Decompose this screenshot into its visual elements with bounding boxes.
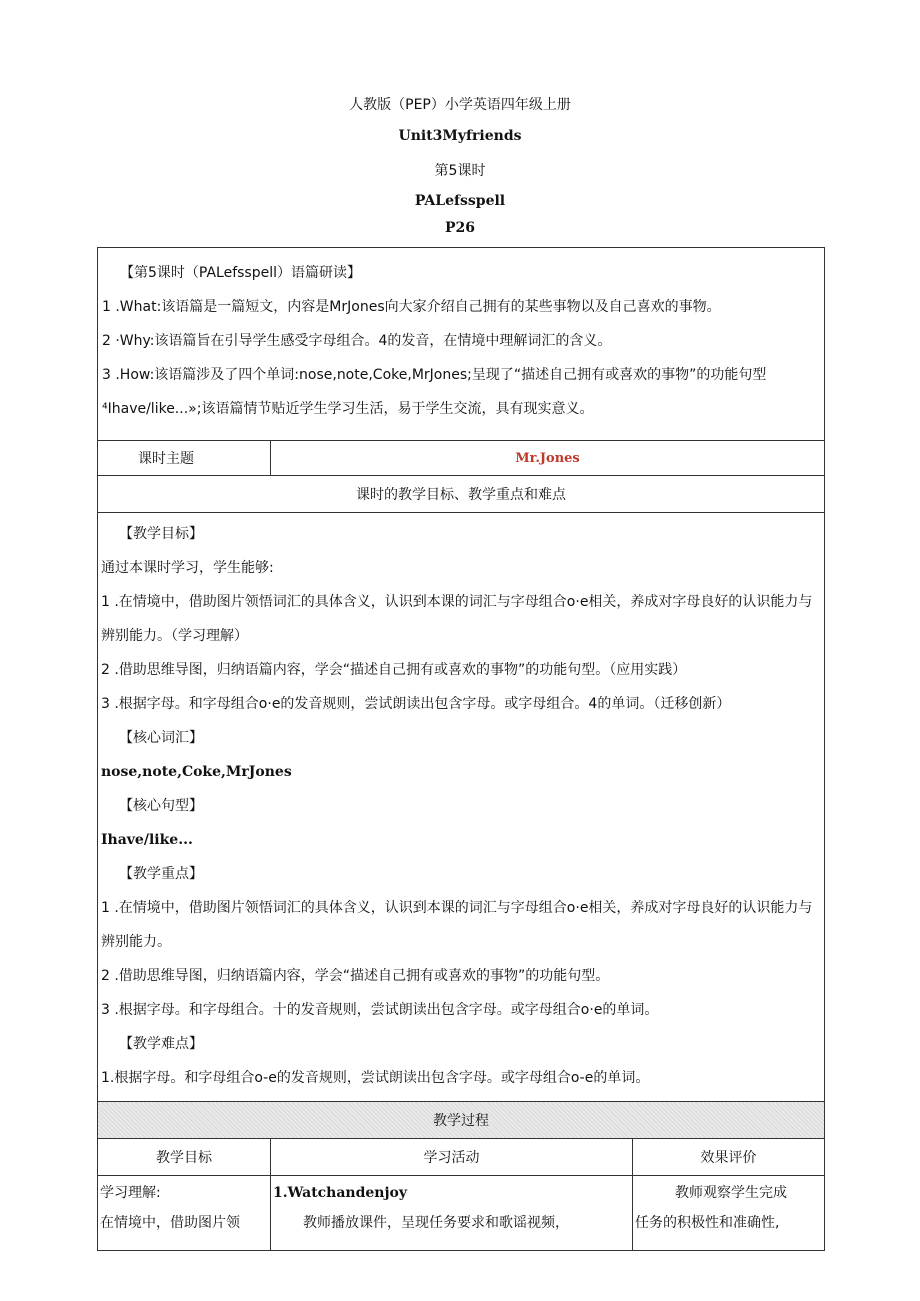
key-point-3: 3 .根据字母。和字母组合。十的发音规则，尝试朗读出包含字母。或字母组合o·e的单词。 (101, 1002, 659, 1018)
goal-title: 【教学目标】 (119, 526, 203, 542)
process-row-1 (98, 1176, 825, 1251)
text-analysis-title: 【第5课时（PALefsspell）语篇研读】 (120, 265, 361, 281)
process-goal-line1: 学习理解: (100, 1185, 161, 1201)
activity-title: 1.Watchandenjoy (273, 1185, 408, 1201)
objectives-header: 课时的教学目标、教学重点和难点 (98, 476, 825, 513)
objectives-cell (98, 513, 825, 1102)
key-point-1: 1 .在情境中，借助图片领悟词汇的具体含义，认识到本课的词汇与字母组合o·e相关，养成对字母良好的认识能力与辨别能力。 (101, 900, 813, 950)
theme-value: Mr.Jones (271, 441, 825, 476)
process-goal-cell (98, 1176, 271, 1251)
activity-text: 教师播放课件，呈现任务要求和歌谣视频， (303, 1215, 569, 1231)
process-activity-cell (271, 1176, 633, 1251)
theme-label: 课时主题 (98, 441, 271, 476)
goal-intro: 通过本课时学习，学生能够: (101, 560, 274, 576)
lesson-title: PALefsspell (414, 193, 506, 209)
goal-item-1: 1 .在情境中，借助图片领悟词汇的具体含义，认识到本课的词汇与字母组合o·e相关，养成对字母良好的认识能力与辨别能力。（学习理解） (101, 594, 813, 644)
key-point-2: 2 .借助思维导图，归纳语篇内容，学会“描述自己拥有或喜欢的事物”的功能句型。 (101, 968, 610, 984)
eval-line1: 教师观察学生完成 (675, 1185, 787, 1201)
vocab-title: 【核心词汇】 (119, 730, 203, 746)
vocab-list: nose,note,Coke,MrJones (101, 764, 292, 780)
eval-line2: 任务的积极性和准确性, (635, 1215, 780, 1231)
sentence-title: 【核心句型】 (119, 798, 203, 814)
lesson-number: 第5课时 (434, 163, 486, 179)
difficulty-1: 1.根据字母。和字母组合o-e的发音规则，尝试朗读出包含字母。或字母组合o-e的单词。 (101, 1070, 650, 1086)
process-header-row (98, 1102, 825, 1139)
unit-title: Unit3Myfriends (398, 128, 522, 144)
sentence-pattern: Ihave/like... (101, 832, 193, 848)
lesson-plan-table (97, 247, 825, 1251)
analysis-how-line2: ⁴Ihave/like...»;该语篇情节贴近学生学习生活，易于学生交流，具有现实意义。 (102, 401, 594, 417)
process-title: 教学过程 (98, 1102, 825, 1139)
text-analysis-cell (98, 248, 825, 441)
goal-item-2: 2 .借助思维导图，归纳语篇内容，学会“描述自己拥有或喜欢的事物”的功能句型。（应用实践） (101, 662, 687, 678)
goal-item-3: 3 .根据字母。和字母组合o·e的发音规则，尝试朗读出包含字母。或字母组合。4的单词。（迁移创新） (101, 696, 731, 712)
analysis-how-line1: 3 .How:该语篇涉及了四个单词:nose,note,Coke,MrJones;呈现了“描述自己拥有或喜欢的事物”的功能句型 (102, 367, 767, 383)
analysis-what: 1 .What:该语篇是一篇短文，内容是MrJones向大家介绍自己拥有的某些事物以及自己喜欢的事物。 (102, 299, 721, 315)
key-points-title: 【教学重点】 (119, 866, 203, 882)
col-header-goal: 教学目标 (98, 1139, 271, 1176)
analysis-why: 2 ·Why:该语篇旨在引导学生感受字母组合。4的发音，在情境中理解词汇的含义。 (102, 333, 612, 349)
doc-title: 人教版（PEP）小学英语四年级上册 (349, 97, 571, 113)
col-header-activity: 学习活动 (271, 1139, 633, 1176)
process-column-headers (98, 1139, 825, 1176)
col-header-evaluation: 效果评价 (633, 1139, 825, 1176)
theme-row (98, 441, 825, 476)
text-analysis-row (98, 248, 825, 441)
page-reference: P26 (444, 220, 475, 236)
process-goal-line2: 在情境中，借助图片领 (100, 1215, 240, 1231)
process-eval-cell (633, 1176, 825, 1251)
objectives-row (98, 513, 825, 1102)
difficulty-title: 【教学难点】 (119, 1036, 203, 1052)
objectives-header-row (98, 476, 825, 513)
